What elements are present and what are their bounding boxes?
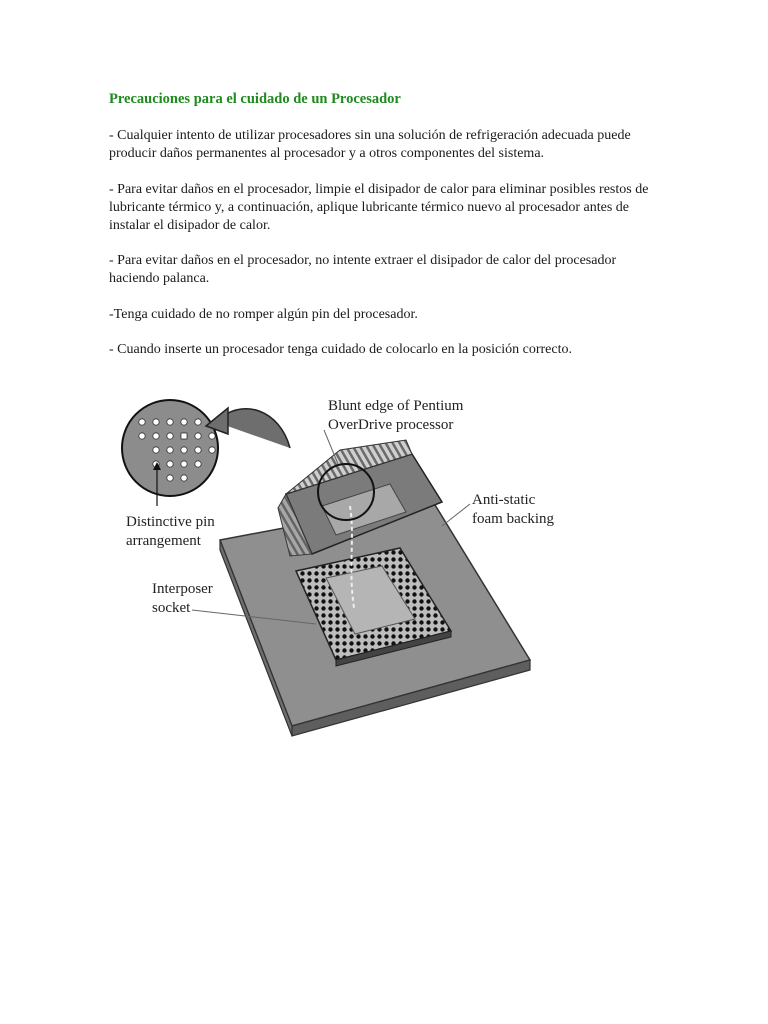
processor-installation-figure	[110, 388, 580, 738]
label-socket-1: Interposer	[152, 581, 213, 597]
paragraph-5: - Cuando inserte un procesador tenga cuidado de colocarlo en la posición correcto.	[109, 342, 572, 357]
label-socket-2: socket	[152, 600, 191, 616]
paragraph-1: - Cualquier intento de utilizar procesadores sin una solución de refrigeración adecuada puede producir daños permanentes al procesador y a otros componentes del sistema.	[109, 128, 631, 161]
label-antistatic-2: foam backing	[472, 511, 555, 527]
paragraph-4: -Tenga cuidado de no romper algún pin del procesador.	[109, 307, 418, 322]
paragraph-3: - Para evitar daños en el procesador, no intente extraer el disipador de calor del procesador haciendo palanca.	[109, 253, 617, 286]
document-title: Precauciones para el cuidado de un Procesador	[109, 91, 401, 107]
label-pin-2: arrangement	[126, 533, 201, 549]
paragraph-2: - Para evitar daños en el procesador, limpie el disipador de calor para eliminar posibles restos de lubricante térmico y, a continuación, aplique lubricante térmico nuevo al procesador antes de instalar el disipador de calor.	[109, 182, 649, 233]
label-blunt-edge-1: Blunt edge of Pentium	[328, 398, 464, 414]
label-pin-1: Distinctive pin	[126, 514, 215, 530]
pin-magnifier-inset	[122, 400, 290, 506]
label-blunt-edge-2: OverDrive processor	[328, 417, 454, 433]
label-antistatic-1: Anti-static	[472, 492, 536, 508]
processor-illustration	[110, 388, 580, 738]
